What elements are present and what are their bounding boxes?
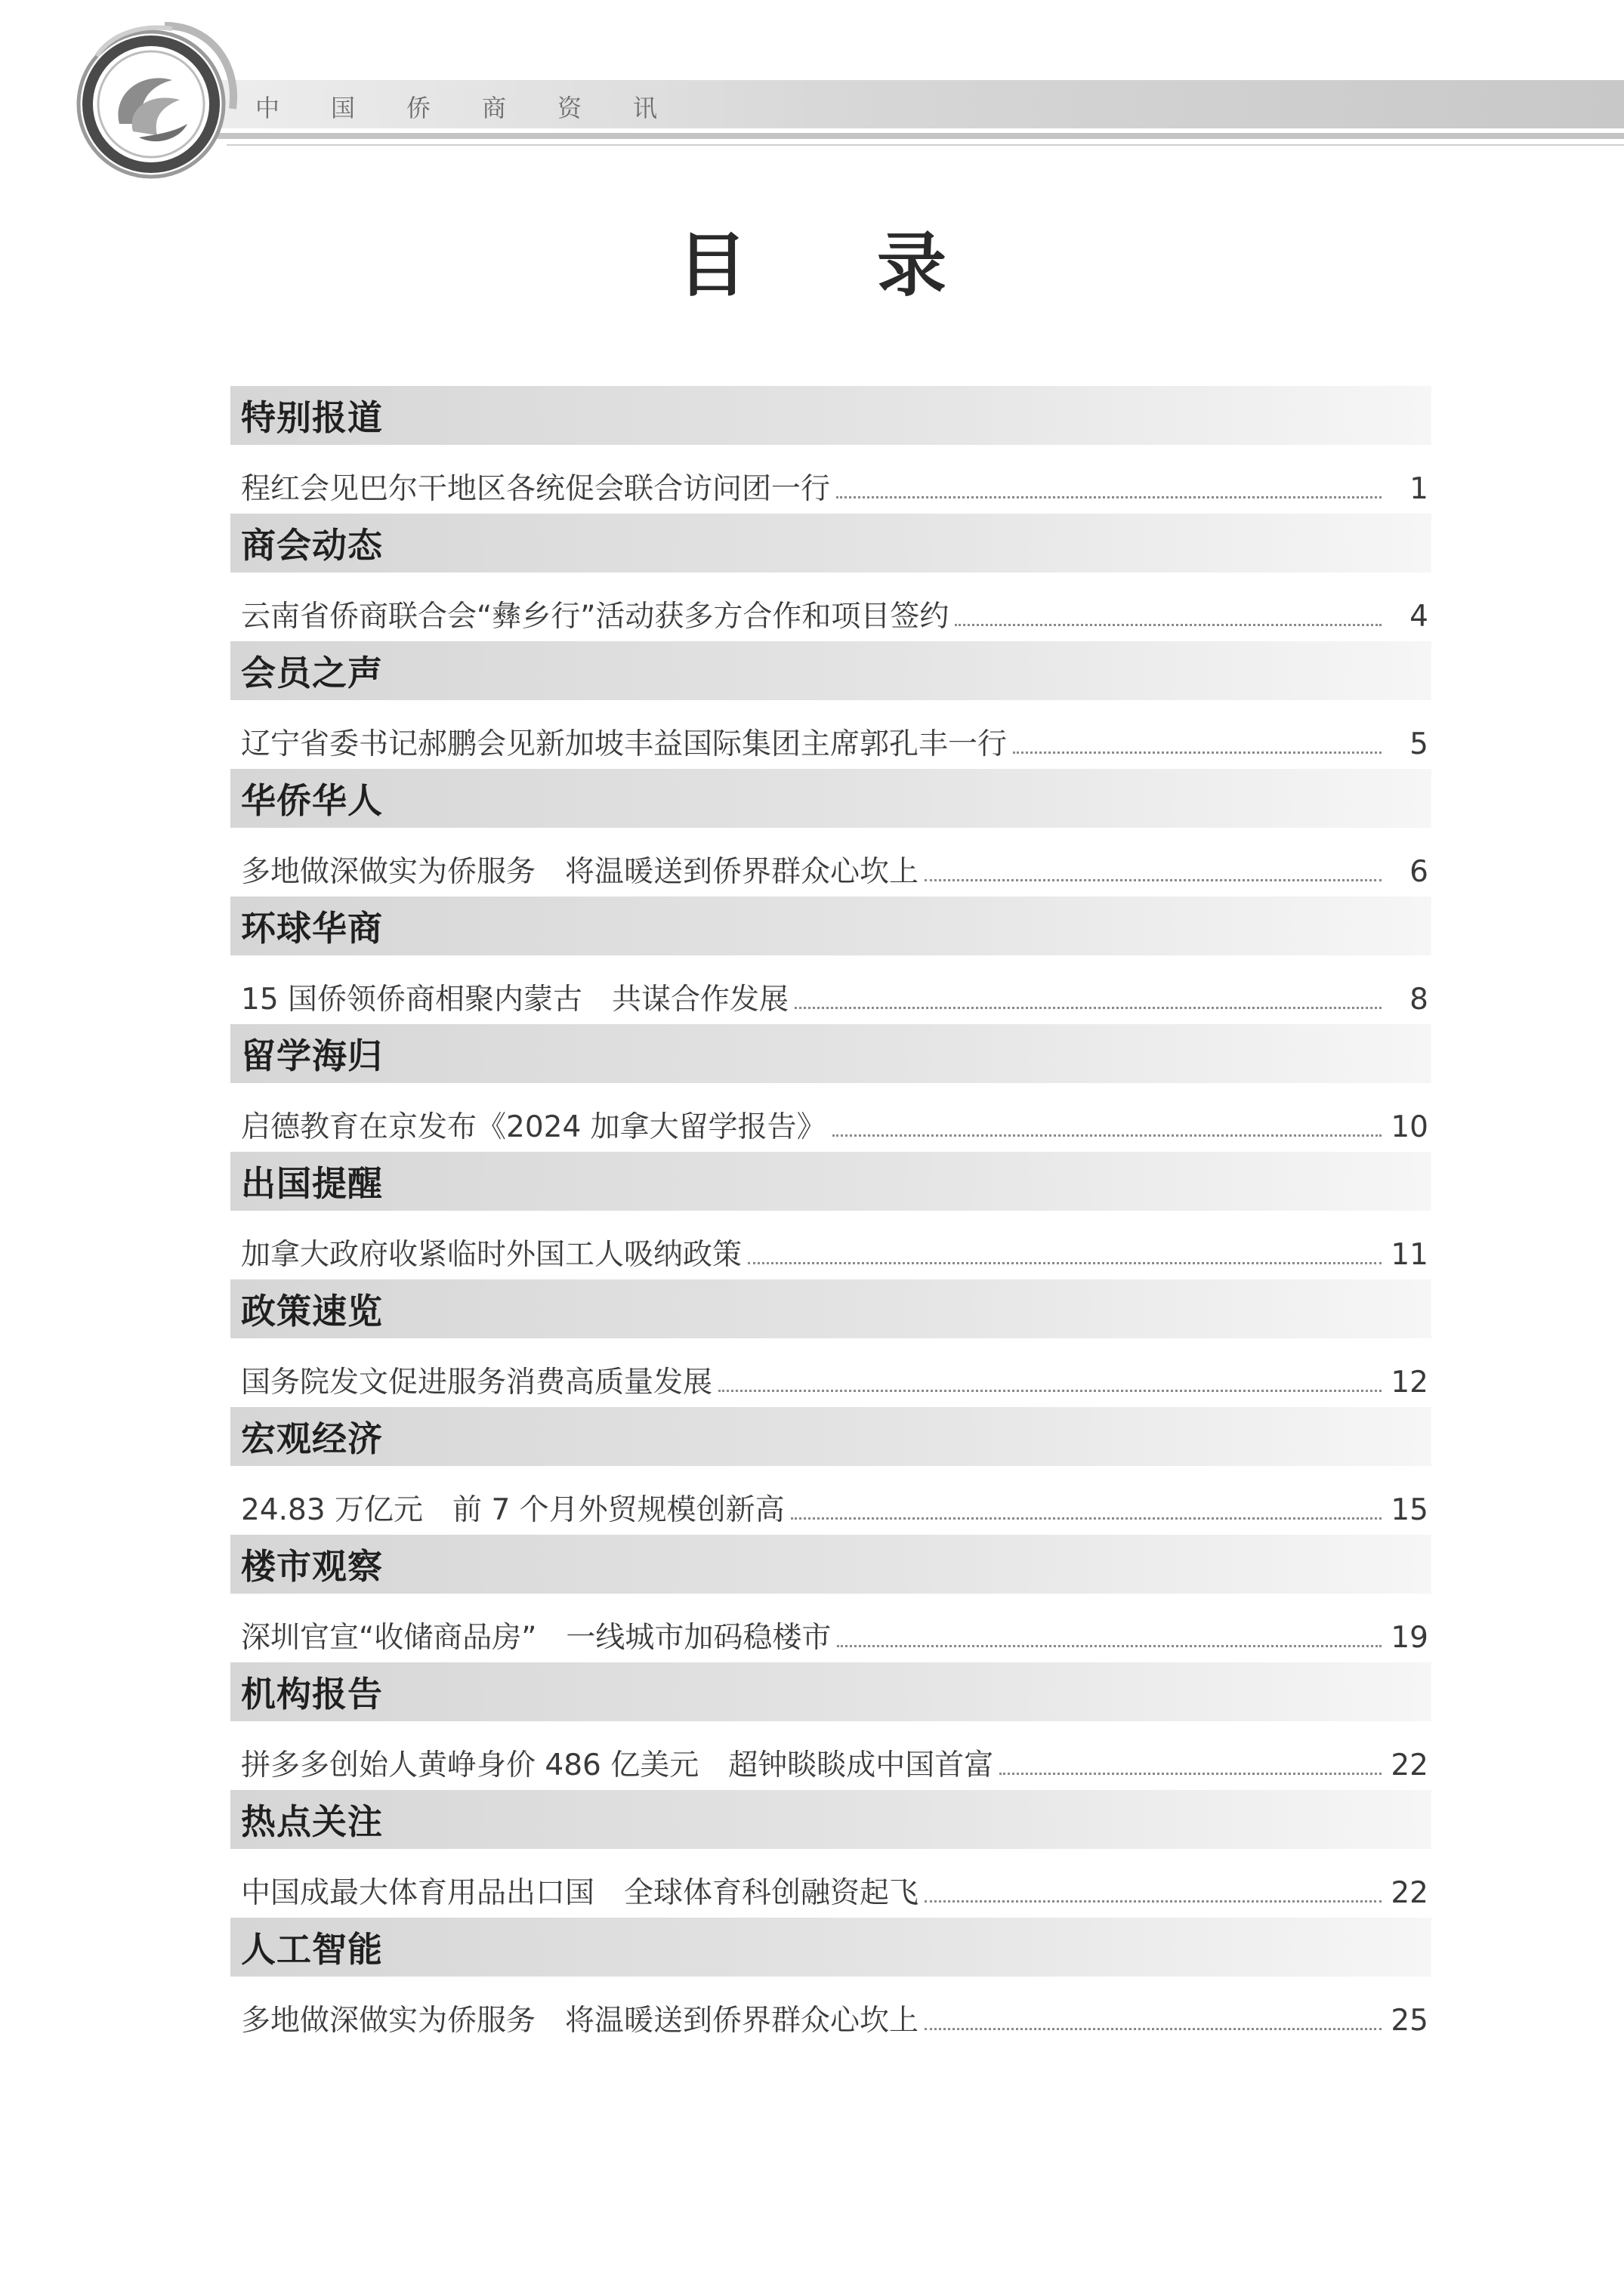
toc-entry[interactable] (241, 1740, 1431, 1784)
section-header (230, 769, 1431, 828)
toc-entry[interactable] (241, 591, 1431, 635)
toc-section (230, 641, 1431, 769)
entry-page-number: 19 (1391, 1621, 1428, 1655)
section-label: 华侨华人 (241, 780, 383, 821)
dot-leader (718, 1390, 1382, 1392)
entry-title: 多地做深做实为侨服务 将温暖送到侨界群众心坎上 (241, 2004, 919, 2038)
entry-title: 启德教育在京发布《2024 加拿大留学报告》 (241, 1110, 826, 1144)
toc-entry[interactable] (241, 1868, 1431, 1912)
section-label: 热点关注 (241, 1801, 383, 1842)
toc-section (230, 897, 1431, 1024)
dot-leader (925, 879, 1382, 881)
dot-leader (999, 1773, 1382, 1775)
section-header (230, 1790, 1431, 1849)
section-header (230, 1024, 1431, 1083)
section-header (230, 641, 1431, 700)
toc-section (230, 1790, 1431, 1918)
section-header (230, 1918, 1431, 1977)
page-title: 目 录 (677, 225, 1000, 306)
dot-leader (795, 1007, 1382, 1009)
entry-page-number: 12 (1391, 1366, 1428, 1400)
entry-title: 深圳官宣“收储商品房” 一线城市加码稳楼市 (241, 1621, 832, 1655)
publication-char: 侨 (406, 94, 431, 122)
entry-page-number: 8 (1409, 983, 1428, 1017)
toc-section (230, 386, 1431, 514)
toc-entry[interactable] (241, 1613, 1431, 1656)
toc-section (230, 1662, 1431, 1790)
entry-page-number: 22 (1391, 1748, 1428, 1782)
publication-char: 商 (482, 94, 507, 122)
publication-char: 国 (331, 94, 356, 122)
entry-title: 国务院发文促进服务消费高质量发展 (241, 1366, 713, 1400)
section-header (230, 1407, 1431, 1466)
header-rule (218, 133, 1624, 139)
section-header (230, 1279, 1431, 1338)
entry-page-number: 11 (1391, 1238, 1428, 1272)
entry-page-number: 6 (1409, 855, 1428, 889)
toc-entry[interactable] (241, 719, 1431, 763)
toc-section (230, 1024, 1431, 1152)
dot-leader (832, 1134, 1382, 1137)
entry-page-number: 4 (1409, 600, 1428, 634)
toc-section (230, 1407, 1431, 1535)
section-label: 宏观经济 (241, 1418, 383, 1459)
entry-title: 拼多多创始人黄峥身价 486 亿美元 超钟睒睒成中国首富 (241, 1748, 994, 1782)
dot-leader (836, 496, 1382, 498)
header-rule-thin (227, 144, 1624, 146)
toc-entry[interactable] (241, 464, 1431, 508)
section-label: 楼市观察 (241, 1546, 383, 1587)
toc-section (230, 769, 1431, 897)
section-label: 环球华商 (241, 908, 383, 949)
toc-section (230, 1918, 1431, 2045)
dot-leader (1013, 751, 1382, 754)
chamber-logo-icon (66, 11, 240, 184)
publication-char: 资 (557, 94, 582, 122)
entry-title: 15 国侨领侨商相聚内蒙古 共谋合作发展 (241, 983, 789, 1017)
toc-entry[interactable] (241, 1357, 1431, 1401)
toc-section (230, 1279, 1431, 1407)
toc-entry[interactable] (241, 1995, 1431, 2039)
dot-leader (925, 2028, 1382, 2030)
section-header (230, 1662, 1431, 1721)
toc-section (230, 1152, 1431, 1279)
section-header (230, 1535, 1431, 1594)
toc-entry[interactable] (241, 974, 1431, 1018)
section-header (230, 1152, 1431, 1211)
dot-leader (791, 1517, 1382, 1520)
entry-page-number: 25 (1391, 2004, 1428, 2038)
toc-entry[interactable] (241, 1102, 1431, 1146)
entry-title: 辽宁省委书记郝鹏会见新加坡丰益国际集团主席郭孔丰一行 (241, 727, 1008, 761)
entry-title: 多地做深做实为侨服务 将温暖送到侨界群众心坎上 (241, 855, 919, 889)
entry-title: 24.83 万亿元 前 7 个月外贸规模创新高 (241, 1493, 785, 1527)
publication-char: 中 (255, 94, 280, 122)
toc-entry[interactable] (241, 1485, 1431, 1529)
toc-section (230, 514, 1431, 641)
section-label: 出国提醒 (241, 1163, 383, 1204)
section-label: 商会动态 (241, 525, 383, 566)
entry-title: 云南省侨商联合会“彝乡行”活动获多方合作和项目签约 (241, 600, 949, 634)
toc-section (230, 1535, 1431, 1662)
entry-page-number: 15 (1391, 1493, 1428, 1527)
section-label: 留学海归 (241, 1035, 383, 1076)
section-header (230, 897, 1431, 955)
entry-title: 程红会见巴尔干地区各统促会联合访问团一行 (241, 472, 831, 506)
dot-leader (955, 624, 1382, 626)
section-label: 政策速览 (241, 1291, 383, 1332)
section-label: 会员之声 (241, 653, 383, 693)
section-label: 人工智能 (241, 1929, 383, 1970)
entry-title: 加拿大政府收紧临时外国工人吸纳政策 (241, 1238, 743, 1272)
dot-leader (925, 1900, 1382, 1903)
section-label: 特别报道 (241, 397, 383, 438)
dot-leader (748, 1262, 1382, 1264)
section-header (230, 514, 1431, 572)
dot-leader (837, 1645, 1382, 1647)
section-header (230, 386, 1431, 445)
entry-title: 中国成最大体育用品出口国 全球体育科创融资起飞 (241, 1876, 919, 1910)
entry-page-number: 5 (1409, 727, 1428, 761)
entry-page-number: 22 (1391, 1876, 1428, 1910)
publication-name (255, 88, 709, 125)
toc-entry[interactable] (241, 1230, 1431, 1273)
table-of-contents (230, 386, 1431, 2045)
entry-page-number: 10 (1391, 1110, 1428, 1144)
publication-char: 讯 (633, 94, 658, 122)
section-label: 机构报告 (241, 1674, 383, 1714)
toc-entry[interactable] (241, 847, 1431, 890)
entry-page-number: 1 (1409, 472, 1428, 506)
